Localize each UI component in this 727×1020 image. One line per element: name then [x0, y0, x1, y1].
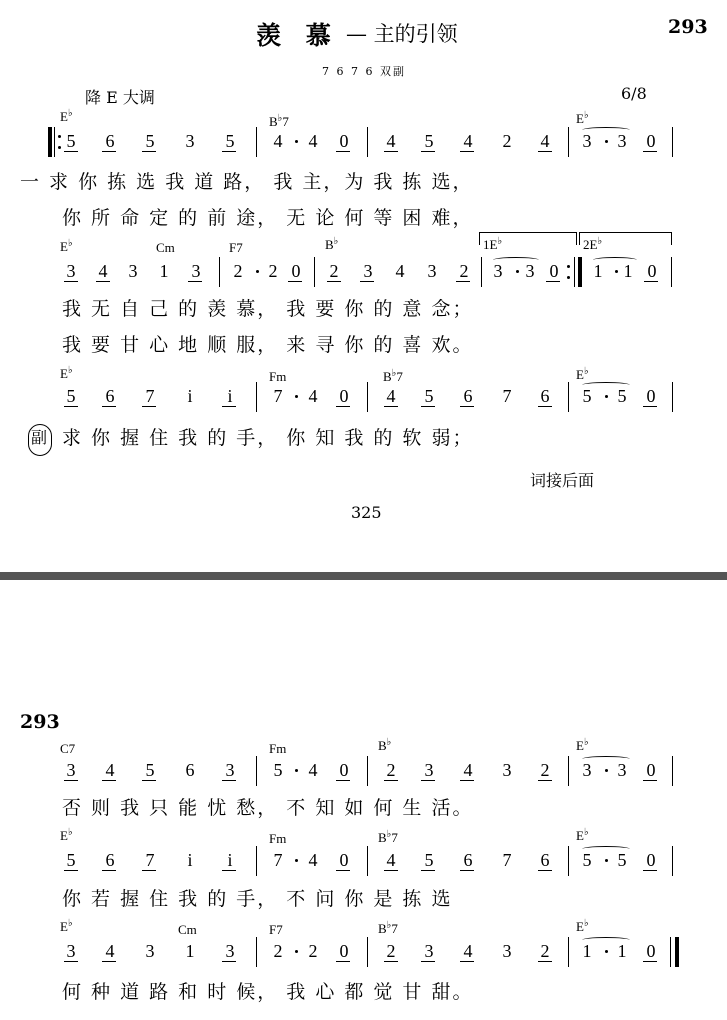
dot: [516, 270, 519, 273]
underline-beam: [456, 281, 470, 282]
underline-beam: [643, 780, 657, 781]
underline-beam: [460, 870, 474, 871]
bar-line: [367, 756, 368, 786]
chord: 1E♭: [483, 236, 503, 252]
key-signature: 降 E 大调: [85, 88, 155, 107]
note: 3: [66, 941, 76, 961]
underline-beam: [327, 281, 341, 282]
underline-beam: [643, 151, 657, 152]
note: 5: [145, 760, 155, 780]
note: 3: [191, 261, 201, 281]
dot: [605, 395, 608, 398]
underline-beam: [336, 406, 350, 407]
refrain-mark: 副: [31, 428, 48, 447]
note: 0: [646, 850, 656, 870]
note: 5: [66, 131, 76, 151]
dot: [295, 140, 298, 143]
note: 2: [540, 941, 550, 961]
underline-beam: [64, 151, 78, 152]
note: 0: [291, 261, 301, 281]
page-number: 325: [351, 503, 382, 522]
note: 1: [623, 261, 633, 281]
note: 7: [145, 850, 155, 870]
note: 4: [386, 386, 396, 406]
note: 4: [105, 760, 115, 780]
underline-beam: [384, 406, 398, 407]
bar-line: [219, 257, 220, 287]
underline-beam: [336, 961, 350, 962]
note: 0: [646, 386, 656, 406]
dot: [605, 769, 608, 772]
note: 0: [549, 261, 559, 281]
underline-beam: [546, 281, 560, 282]
underline-beam: [421, 406, 435, 407]
note: 2: [273, 941, 283, 961]
repeat-dot: [58, 135, 61, 138]
note: 6: [105, 386, 115, 406]
chord: E♭: [576, 366, 589, 382]
chord: E♭: [576, 737, 589, 753]
chord: B♭7: [269, 113, 289, 129]
underline-beam: [142, 151, 156, 152]
note: 4: [463, 131, 473, 151]
note: 6: [185, 760, 195, 780]
underline-beam: [64, 780, 78, 781]
note: 2: [459, 261, 469, 281]
chord: Fm: [269, 369, 287, 384]
underline-beam: [222, 870, 236, 871]
note: 7: [502, 386, 512, 406]
bar-line: [367, 127, 368, 157]
note: 4: [308, 131, 318, 151]
underline-beam: [538, 961, 552, 962]
bar-line: [256, 756, 257, 786]
note: 3: [225, 941, 235, 961]
bar-line: [367, 382, 368, 412]
underline-beam: [384, 870, 398, 871]
note: 4: [386, 131, 396, 151]
chord: B♭: [378, 737, 392, 753]
note: 3: [66, 261, 76, 281]
underline-beam: [336, 151, 350, 152]
underline-beam: [102, 961, 116, 962]
bar-line: [367, 937, 368, 967]
note: 0: [646, 760, 656, 780]
note: 4: [540, 131, 550, 151]
note: 7: [502, 850, 512, 870]
chord: B♭: [325, 236, 339, 252]
underline-beam: [222, 780, 236, 781]
underline-beam: [102, 406, 116, 407]
note: 5: [582, 386, 592, 406]
lyric-refrain: 求 你 握 住 我 的 手， 你 知 我 的 软 弱；: [62, 427, 474, 449]
bar-line: [256, 846, 257, 876]
underline-beam: [188, 281, 202, 282]
note: 0: [339, 941, 349, 961]
chord: Cm: [156, 240, 175, 255]
note: 2: [540, 760, 550, 780]
chord: F7: [269, 922, 283, 937]
underline-beam: [421, 151, 435, 152]
note: 1: [617, 941, 627, 961]
underline-beam: [538, 406, 552, 407]
note: 5: [617, 850, 627, 870]
continued-note: 词接后面: [530, 471, 595, 490]
note: 2: [268, 261, 278, 281]
underline-beam: [102, 151, 116, 152]
note: 4: [308, 760, 318, 780]
dot: [605, 140, 608, 143]
chord: E♭: [60, 108, 73, 124]
chord: E♭: [60, 238, 73, 254]
bar-line: [672, 756, 673, 786]
note: 5: [582, 850, 592, 870]
dot: [567, 265, 570, 268]
underline-beam: [64, 281, 78, 282]
note: 7: [273, 386, 283, 406]
hymn-number: 293: [668, 16, 708, 38]
underline-beam: [643, 406, 657, 407]
bar-line: [672, 127, 673, 157]
note: 1: [185, 941, 195, 961]
note: 6: [463, 850, 473, 870]
note: 5: [273, 760, 283, 780]
note: 4: [308, 850, 318, 870]
bar-line: [568, 937, 569, 967]
underline-beam: [460, 961, 474, 962]
lyric-line: 你 若 握 住 我 的 手， 不 问 你 是 拣 选: [62, 888, 453, 910]
note: 0: [339, 850, 349, 870]
underline-beam: [102, 870, 116, 871]
bar-line: [568, 382, 569, 412]
underline-beam: [643, 870, 657, 871]
chord: 2E♭: [583, 236, 603, 252]
lyric-line: 否 则 我 只 能 忧 愁， 不 知 如 何 生 活。: [62, 797, 474, 819]
underline-beam: [142, 870, 156, 871]
note: 2: [386, 760, 396, 780]
bar-line: [54, 127, 55, 157]
bar-line: [568, 756, 569, 786]
note: 7: [145, 386, 155, 406]
meter-label: 7 6 7 6 双副: [322, 65, 406, 78]
chord: B♭7: [378, 829, 398, 845]
repeat-dot: [58, 146, 61, 149]
note: 3: [582, 131, 592, 151]
note: 6: [540, 850, 550, 870]
note: 3: [66, 760, 76, 780]
dot: [567, 276, 570, 279]
note: 4: [463, 760, 473, 780]
page-separator: [0, 572, 727, 580]
note: 1: [159, 261, 169, 281]
note: 5: [424, 386, 434, 406]
chord: B♭7: [383, 368, 403, 384]
note: 3: [225, 760, 235, 780]
bar-line: [672, 382, 673, 412]
dot: [605, 950, 608, 953]
lyric-line: 何 种 道 路 和 时 候， 我 心 都 觉 甘 甜。: [62, 981, 474, 1003]
underline-beam: [460, 151, 474, 152]
underline-beam: [384, 780, 398, 781]
underline-beam: [384, 961, 398, 962]
underline-beam: [538, 870, 552, 871]
note: 4: [308, 386, 318, 406]
underline-beam: [538, 780, 552, 781]
underline-beam: [222, 406, 236, 407]
note: 3: [363, 261, 373, 281]
bar-line: [256, 127, 257, 157]
underline-beam: [336, 870, 350, 871]
time-signature: 6/8: [621, 84, 647, 103]
note: 6: [540, 386, 550, 406]
repeat-bar: [48, 127, 52, 157]
lyric-verse1: 一 求 你 拣 选 我 道 路， 我 主，为 我 拣 选，: [20, 171, 474, 193]
bar-line: [367, 846, 368, 876]
note: 3: [502, 760, 512, 780]
chord: F7: [229, 240, 243, 255]
chord: Cm: [178, 922, 197, 937]
underline-beam: [336, 780, 350, 781]
underline-beam: [64, 961, 78, 962]
note: 0: [339, 386, 349, 406]
chord: E♭: [60, 827, 73, 843]
dot: [605, 859, 608, 862]
note: 0: [339, 760, 349, 780]
bar-line: [671, 257, 672, 287]
bar-line: [256, 937, 257, 967]
chord: B♭7: [378, 920, 398, 936]
note: 0: [339, 131, 349, 151]
chord: E♭: [576, 827, 589, 843]
note: 2: [502, 131, 512, 151]
note: 4: [463, 941, 473, 961]
hymn-title: 羡 慕: [256, 21, 339, 50]
bar-line: [568, 127, 569, 157]
bar-line: [481, 257, 482, 287]
dot: [295, 859, 298, 862]
note: 3: [185, 131, 195, 151]
note: 3: [145, 941, 155, 961]
note: 3: [502, 941, 512, 961]
note: 4: [395, 261, 405, 281]
lyric-verse2: 我 要 甘 心 地 顺 服， 来 寻 你 的 喜 欢。: [62, 334, 474, 356]
note: 6: [105, 850, 115, 870]
note: 2: [329, 261, 339, 281]
note: 1: [582, 941, 592, 961]
bar-line: [256, 382, 257, 412]
underline-beam: [360, 281, 374, 282]
chord: E♭: [60, 918, 73, 934]
note: 5: [617, 386, 627, 406]
underline-beam: [142, 406, 156, 407]
note: 1: [593, 261, 603, 281]
note: 3: [424, 941, 434, 961]
bar-line: [314, 257, 315, 287]
note: 3: [617, 760, 627, 780]
note: 3: [128, 261, 138, 281]
underline-beam: [64, 870, 78, 871]
note: 2: [308, 941, 318, 961]
underline-beam: [460, 780, 474, 781]
hymn-subtitle: — 主的引领: [346, 22, 458, 46]
underline-beam: [64, 406, 78, 407]
final-bar: [675, 937, 679, 967]
underline-beam: [288, 281, 302, 282]
note: 3: [582, 760, 592, 780]
dot: [295, 769, 298, 772]
bar-line: [568, 846, 569, 876]
note: 0: [646, 131, 656, 151]
note: 6: [105, 131, 115, 151]
note: 5: [145, 131, 155, 151]
underline-beam: [421, 961, 435, 962]
note: 3: [493, 261, 503, 281]
note: 2: [233, 261, 243, 281]
note: 3: [424, 760, 434, 780]
note: 4: [105, 941, 115, 961]
underline-beam: [222, 151, 236, 152]
lyric-verse2: 你 所 命 定 的 前 途， 无 论 何 等 困 难，: [62, 207, 474, 229]
note: 7: [273, 850, 283, 870]
underline-beam: [644, 281, 658, 282]
note: 5: [424, 850, 434, 870]
chord: Fm: [269, 741, 287, 756]
note: 3: [525, 261, 535, 281]
note: 2: [386, 941, 396, 961]
underline-beam: [421, 870, 435, 871]
note: 5: [225, 131, 235, 151]
chord: E♭: [576, 110, 589, 126]
underline-beam: [96, 281, 110, 282]
underline-beam: [643, 961, 657, 962]
underline-beam: [222, 961, 236, 962]
note: 5: [424, 131, 434, 151]
bar-line: [672, 846, 673, 876]
bar-line: [574, 257, 575, 287]
underline-beam: [538, 151, 552, 152]
lyric-verse1: 我 无 自 己 的 羡 慕， 我 要 你 的 意 念；: [62, 298, 474, 320]
note: 5: [66, 850, 76, 870]
dot: [295, 950, 298, 953]
underline-beam: [421, 780, 435, 781]
note: i: [187, 850, 193, 870]
dot: [256, 270, 259, 273]
chord: C7: [60, 741, 76, 756]
note: 6: [463, 386, 473, 406]
note: 0: [647, 261, 657, 281]
underline-beam: [384, 151, 398, 152]
note: 4: [98, 261, 108, 281]
note: 0: [646, 941, 656, 961]
hymn-number: 293: [20, 711, 60, 733]
dot: [295, 395, 298, 398]
chord: E♭: [60, 365, 73, 381]
dot: [615, 270, 618, 273]
underline-beam: [142, 780, 156, 781]
underline-beam: [102, 780, 116, 781]
note: i: [227, 386, 233, 406]
note: 3: [617, 131, 627, 151]
note: 4: [273, 131, 283, 151]
note: i: [187, 386, 193, 406]
chord: Fm: [269, 831, 287, 846]
note: 5: [66, 386, 76, 406]
note: 4: [386, 850, 396, 870]
chord: E♭: [576, 918, 589, 934]
note: 3: [427, 261, 437, 281]
underline-beam: [460, 406, 474, 407]
note: i: [227, 850, 233, 870]
bar-line: [670, 937, 671, 967]
